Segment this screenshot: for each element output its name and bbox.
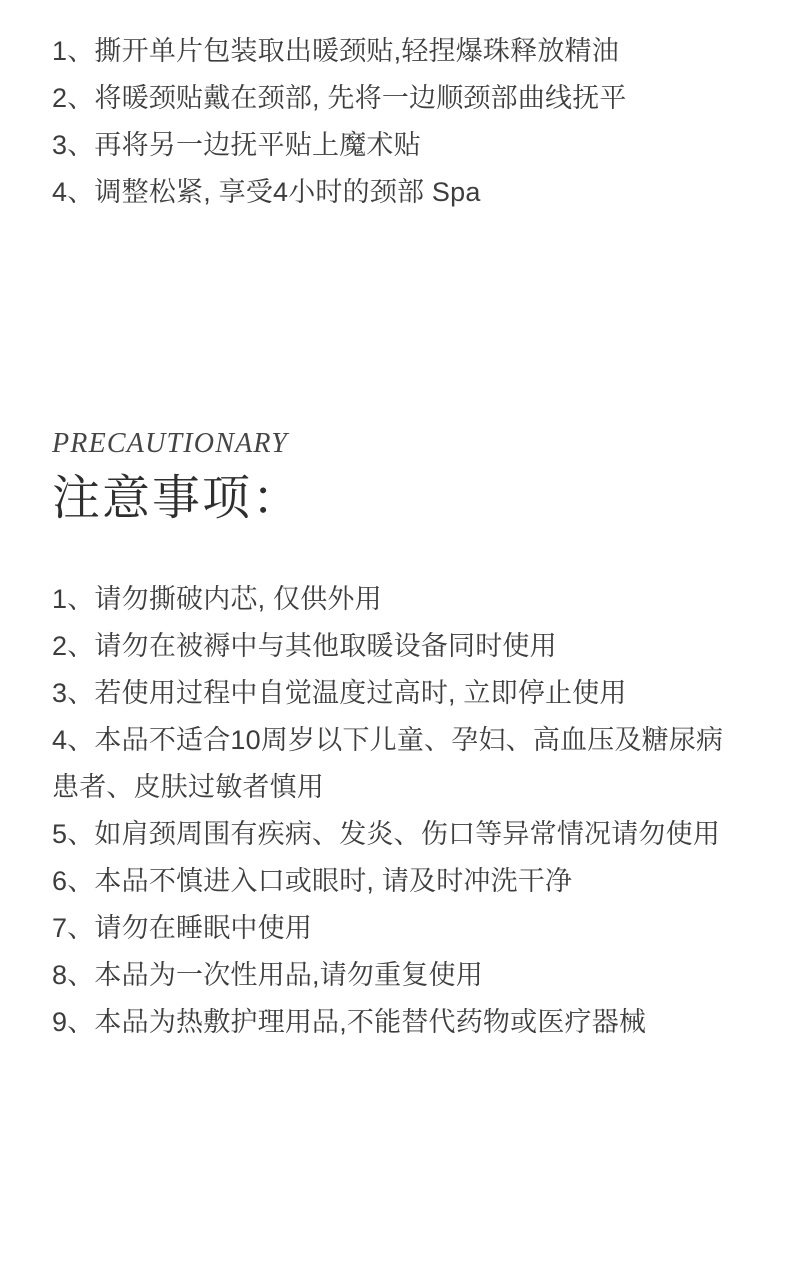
precaution-line: 9、本品为热敷护理用品,不能替代药物或医疗器械: [52, 1007, 647, 1037]
instruction-line: 3、再将另一边抚平贴上魔术贴: [52, 130, 421, 160]
precaution-line: 1、请勿撕破内芯, 仅供外用: [52, 584, 382, 614]
precaution-line: 2、请勿在被褥中与其他取暖设备同时使用: [52, 631, 557, 661]
instruction-line: 2、将暖颈贴戴在颈部, 先将一边顺颈部曲线抚平: [52, 83, 627, 113]
precaution-line: 6、本品不慎进入口或眼时, 请及时冲洗干净: [52, 866, 573, 896]
precautions-list: [52, 576, 738, 1046]
section-spacer: [52, 216, 738, 428]
precautions-eyebrow: PRECAUTIONARY: [52, 428, 288, 459]
precaution-line: 4、本品不适合10周岁以下儿童、孕妇、高血压及糖尿病患者、皮肤过敏者慎用: [52, 725, 724, 802]
precaution-line: 5、如肩颈周围有疾病、发炎、伤口等异常情况请勿使用: [52, 819, 721, 849]
precaution-line: 3、若使用过程中自觉温度过高时, 立即停止使用: [52, 678, 627, 708]
instruction-line: 4、调整松紧, 享受4小时的颈部 Spa: [52, 177, 481, 207]
usage-instructions-block: [52, 0, 738, 216]
precaution-line: 8、本品为一次性用品,请勿重复使用: [52, 960, 483, 990]
precautions-title: 注意事项：: [52, 472, 303, 525]
instruction-line: 1、撕开单片包装取出暖颈贴,轻捏爆珠释放精油: [52, 36, 619, 66]
precaution-line: 7、请勿在睡眠中使用: [52, 913, 313, 943]
